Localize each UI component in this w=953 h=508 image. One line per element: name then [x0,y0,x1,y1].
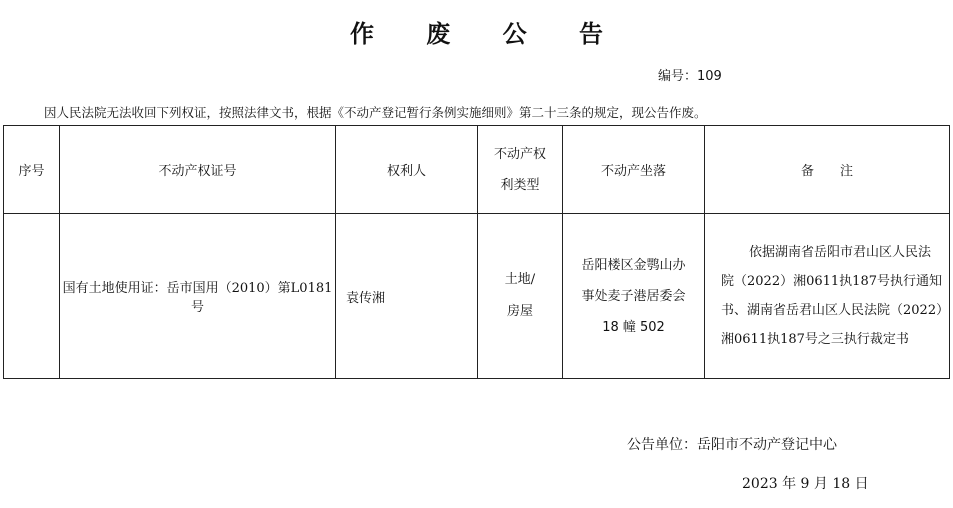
issuing-unit: 公告单位：岳阳市不动产登记中心 [627,437,837,453]
cell-right-type [478,214,563,379]
header-seq: 序号 [4,126,60,214]
cell-note: 依据湖南省岳阳市君山区人民法院（2022）湘0611执187号执行通知书、湖南省岳君山区人民法院（2022）湘0611执187号之三执行裁定书 [705,214,950,379]
cell-cert-number: 国有土地使用证：岳市国用（2010）第L0181号 [60,214,336,379]
table-row [4,214,950,379]
notice-title: 作 废 公 告 [349,20,626,48]
cell-right-type-line2: 房屋 [506,304,533,319]
header-location: 不动产坐落 [563,126,705,214]
cell-location-line2: 事处麦子港居委会 [581,288,686,304]
intro-paragraph: 因人民法院无法收回下列权证，按照法律文书，根据《不动产登记暂行条例实施细则》第二十三条的规定，现公告作废。 [44,105,707,120]
header-cert-number: 不动产权证号 [60,126,336,214]
header-owner: 权利人 [336,126,478,214]
document-number: 编号：109 [658,69,722,84]
header-note: 备 注 [705,126,950,214]
issue-date: 2023 年 9 月 18 日 [742,476,869,492]
void-certificates-table [3,125,950,379]
header-right-type [478,126,563,214]
cell-location [563,214,705,379]
cell-seq [4,214,60,379]
cell-location-line1: 岳阳楼区金鹗山办 [581,257,686,273]
header-right-type-line2: 利类型 [500,177,540,193]
header-right-type-line1: 不动产权 [493,146,546,162]
cell-location-line3: 18 幢 502 [602,319,665,335]
table-header-row [4,126,950,214]
cell-owner: 袁传湘 [336,214,478,379]
cell-right-type-line1: 土地/ [504,272,536,287]
